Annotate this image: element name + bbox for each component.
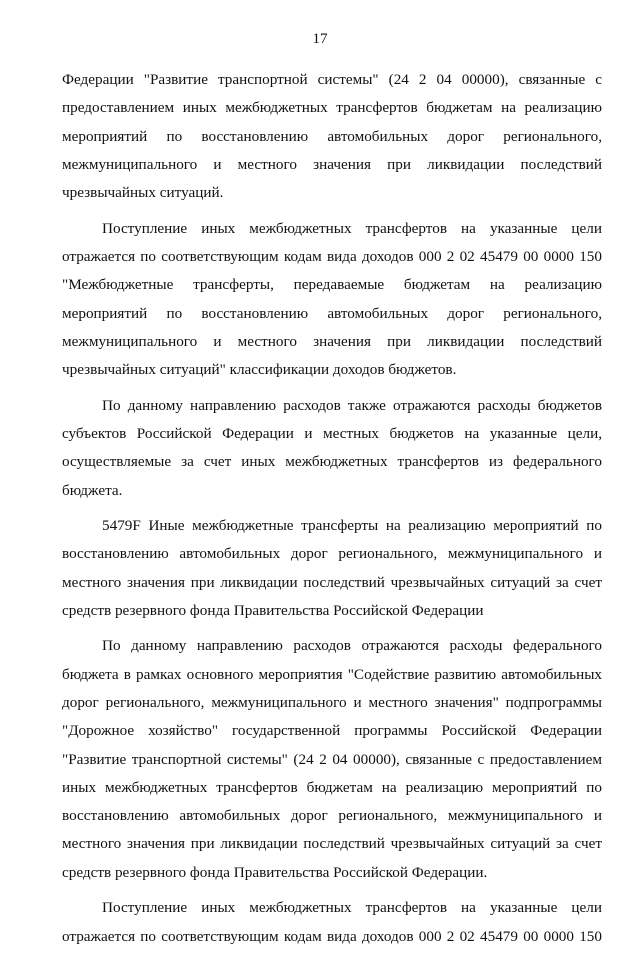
paragraph [62, 894, 602, 951]
text-line: иных межбюджетных трансфертов бюджетам на реализацию мероприятий по [62, 778, 602, 796]
text-line: "Дорожное хозяйство" государственной программы Российской Федерации [62, 722, 602, 740]
text-line: субъектов Российской Федерации и местных бюджетов на указанные цели, [62, 424, 602, 442]
paragraph [62, 392, 602, 505]
text-line: "Межбюджетные трансферты, передаваемые бюджетам на реализацию [62, 276, 602, 294]
text-line: межмуниципального и местного значения при ликвидации последствий [62, 155, 602, 173]
text-line: осуществляемые за счет иных межбюджетных трансфертов из федерального [62, 453, 602, 471]
text-line: восстановлению автомобильных дорог регионального, межмуниципального и [62, 807, 602, 825]
text-line: предоставлением иных межбюджетных трансфертов бюджетам на реализацию [62, 99, 602, 117]
text-line: восстановлению автомобильных дорог регионального, межмуниципального и [62, 545, 602, 563]
paragraph [62, 215, 602, 385]
text-line: бюджета в рамках основного мероприятия "Содействие развитию автомобильных [62, 665, 602, 683]
text-line: "Развитие транспортной системы" (24 2 04 00000), связанные с предоставлением [62, 750, 602, 768]
text-line: 5479F Иные межбюджетные трансферты на реализацию мероприятий по [102, 517, 602, 535]
text-line: отражается по соответствующим кодам вида доходов 000 2 02 45479 00 0000 150 [62, 927, 602, 945]
text-line: Поступление иных межбюджетных трансфертов на указанные цели [102, 219, 602, 237]
paragraph [62, 66, 602, 207]
text-line: По данному направлению расходов также отражаются расходы бюджетов [102, 396, 602, 414]
text-line: Федерации "Развитие транспортной системы" (24 2 04 00000), связанные с [62, 71, 602, 88]
text-line: местного значения при ликвидации последствий чрезвычайных ситуаций за счет [62, 835, 602, 853]
paragraph [62, 512, 602, 625]
document-body [62, 66, 602, 958]
text-line: дорог регионального, межмуниципального и местного значения" подпрограммы [62, 693, 602, 711]
paragraph [62, 632, 602, 887]
text-line: отражается по соответствующим кодам вида доходов 000 2 02 45479 00 0000 150 [62, 247, 602, 265]
page-number: 17 [312, 31, 328, 47]
text-line: мероприятий по восстановлению автомобильных дорог регионального, [62, 127, 602, 145]
text-line: средств резервного фонда Правительства Российской Федерации. [62, 863, 488, 881]
text-line: мероприятий по восстановлению автомобильных дорог регионального, [62, 304, 602, 322]
text-line: межмуниципального и местного значения при ликвидации последствий [62, 332, 602, 350]
text-line: чрезвычайных ситуаций. [62, 184, 224, 202]
text-line: бюджета. [62, 481, 123, 499]
text-line: По данному направлению расходов отражаются расходы федерального [102, 637, 602, 655]
text-line: местного значения при ликвидации последствий чрезвычайных ситуаций за счет [62, 573, 602, 591]
text-line: Поступление иных межбюджетных трансфертов на указанные цели [102, 899, 602, 917]
text-line: чрезвычайных ситуаций" классификации доходов бюджетов. [62, 361, 457, 379]
text-line: средств резервного фонда Правительства Российской Федерации [62, 601, 484, 619]
